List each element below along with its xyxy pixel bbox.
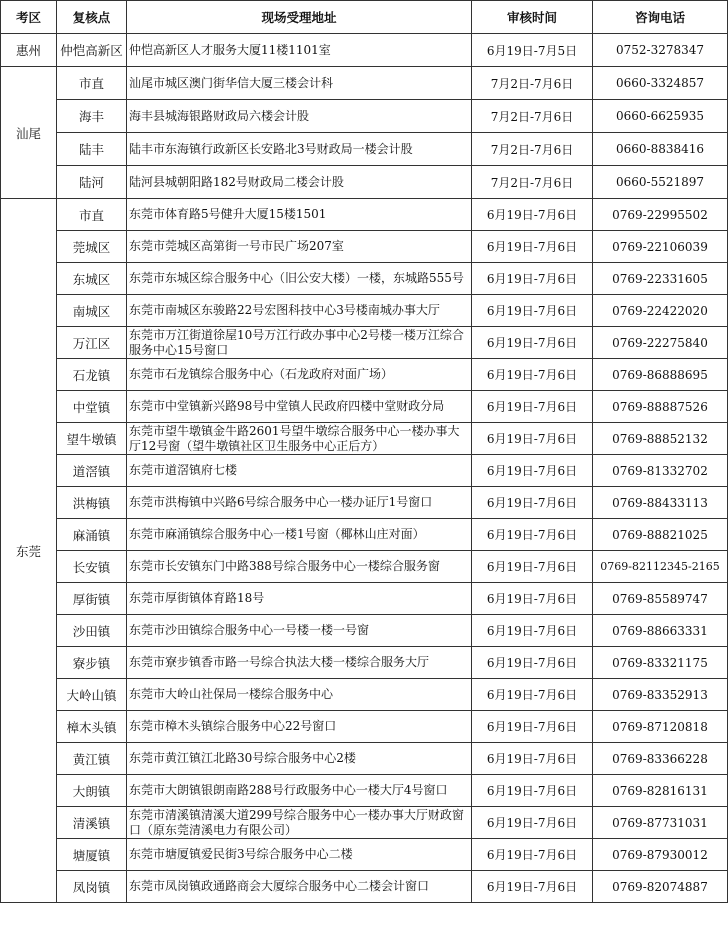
table-row [1, 551, 728, 583]
phone: 0769-87731031 [593, 807, 728, 839]
review-point: 市直 [57, 199, 127, 231]
review-point: 市直 [57, 67, 127, 100]
review-point: 黄江镇 [57, 743, 127, 775]
review-point: 万江区 [57, 327, 127, 359]
address: 东莞市长安镇东门中路388号综合服务中心一楼综合服务窗 [127, 551, 472, 583]
review-point: 仲恺高新区 [57, 34, 127, 67]
review-time: 6月19日-7月5日 [472, 34, 593, 67]
review-time: 6月19日-7月6日 [472, 263, 593, 295]
address: 东莞市石龙镇综合服务中心（石龙政府对面广场） [127, 359, 472, 391]
table-row [1, 231, 728, 263]
phone: 0769-87120818 [593, 711, 728, 743]
review-point: 洪梅镇 [57, 487, 127, 519]
phone: 0769-81332702 [593, 455, 728, 487]
header-exam-area: 考区 [1, 1, 57, 34]
address: 仲恺高新区人才服务大厦11楼1101室 [127, 34, 472, 67]
review-point: 樟木头镇 [57, 711, 127, 743]
review-time: 6月19日-7月6日 [472, 455, 593, 487]
review-point: 长安镇 [57, 551, 127, 583]
review-time: 6月19日-7月6日 [472, 647, 593, 679]
review-point: 石龙镇 [57, 359, 127, 391]
phone: 0769-22422020 [593, 295, 728, 327]
phone: 0769-88852132 [593, 423, 728, 455]
phone: 0769-82112345-2165 [593, 551, 728, 583]
review-time: 6月19日-7月6日 [472, 519, 593, 551]
address: 东莞市樟木头镇综合服务中心22号窗口 [127, 711, 472, 743]
address: 东莞市体育路5号健升大厦15楼1501 [127, 199, 472, 231]
phone: 0769-82074887 [593, 871, 728, 903]
table-row [1, 166, 728, 199]
review-point: 大朗镇 [57, 775, 127, 807]
table-row [1, 807, 728, 839]
table-row [1, 775, 728, 807]
review-point: 东城区 [57, 263, 127, 295]
review-point: 莞城区 [57, 231, 127, 263]
table-row [1, 67, 728, 100]
review-point: 清溪镇 [57, 807, 127, 839]
phone: 0769-22106039 [593, 231, 728, 263]
review-point: 厚街镇 [57, 583, 127, 615]
address: 东莞市望牛墩镇金牛路2601号望牛墩综合服务中心一楼办事大厅12号窗（望牛墩镇社区卫生服务中心正后方） [127, 423, 472, 455]
review-time: 7月2日-7月6日 [472, 133, 593, 166]
address: 汕尾市城区澳门街华信大厦三楼会计科 [127, 67, 472, 100]
table-row [1, 615, 728, 647]
address: 东莞市清溪镇清溪大道299号综合服务中心一楼办事大厅财政窗口（原东莞清溪电力有限公司） [127, 807, 472, 839]
phone: 0769-82816131 [593, 775, 728, 807]
phone: 0769-88663331 [593, 615, 728, 647]
table-row [1, 263, 728, 295]
table-row [1, 359, 728, 391]
review-time: 6月19日-7月6日 [472, 391, 593, 423]
table-row [1, 199, 728, 231]
phone: 0769-88433113 [593, 487, 728, 519]
address: 陆河县城朝阳路182号财政局二楼会计股 [127, 166, 472, 199]
review-time: 6月19日-7月6日 [472, 679, 593, 711]
phone: 0769-83366228 [593, 743, 728, 775]
address: 东莞市凤岗镇政通路商会大厦综合服务中心二楼会计窗口 [127, 871, 472, 903]
table-row [1, 327, 728, 359]
address: 东莞市黄江镇江北路30号综合服务中心2楼 [127, 743, 472, 775]
phone: 0769-85589747 [593, 583, 728, 615]
phone: 0769-88821025 [593, 519, 728, 551]
review-time: 6月19日-7月6日 [472, 807, 593, 839]
address: 东莞市莞城区高第街一号市民广场207室 [127, 231, 472, 263]
review-time: 6月19日-7月6日 [472, 327, 593, 359]
phone: 0660-6625935 [593, 100, 728, 133]
table-row [1, 100, 728, 133]
review-time: 6月19日-7月6日 [472, 839, 593, 871]
review-time: 7月2日-7月6日 [472, 100, 593, 133]
address: 东莞市厚街镇体育路18号 [127, 583, 472, 615]
table-row [1, 423, 728, 455]
review-point: 沙田镇 [57, 615, 127, 647]
review-time: 6月19日-7月6日 [472, 231, 593, 263]
table-row [1, 487, 728, 519]
review-time: 7月2日-7月6日 [472, 67, 593, 100]
table-row [1, 583, 728, 615]
table-row [1, 133, 728, 166]
review-time: 6月19日-7月6日 [472, 551, 593, 583]
phone: 0769-22331605 [593, 263, 728, 295]
table-header-row [1, 1, 728, 34]
address: 东莞市洪梅镇中兴路6号综合服务中心一楼办证厅1号窗口 [127, 487, 472, 519]
review-point: 望牛墩镇 [57, 423, 127, 455]
phone: 0769-83321175 [593, 647, 728, 679]
table-row [1, 455, 728, 487]
phone: 0769-88887526 [593, 391, 728, 423]
review-point: 寮步镇 [57, 647, 127, 679]
table-row [1, 34, 728, 67]
address: 陆丰市东海镇行政新区长安路北3号财政局一楼会计股 [127, 133, 472, 166]
address: 东莞市大朗镇银朗南路288号行政服务中心一楼大厅4号窗口 [127, 775, 472, 807]
review-time: 6月19日-7月6日 [472, 487, 593, 519]
review-point: 陆丰 [57, 133, 127, 166]
review-time: 6月19日-7月6日 [472, 423, 593, 455]
address: 东莞市南城区东骏路22号宏图科技中心3号楼南城办事大厅 [127, 295, 472, 327]
review-time: 6月19日-7月6日 [472, 199, 593, 231]
review-time: 6月19日-7月6日 [472, 871, 593, 903]
phone: 0769-22275840 [593, 327, 728, 359]
review-point: 凤岗镇 [57, 871, 127, 903]
review-point: 中堂镇 [57, 391, 127, 423]
table-row [1, 391, 728, 423]
phone: 0769-22995502 [593, 199, 728, 231]
address: 东莞市万江街道徐屋10号万江行政办事中心2号楼一楼万江综合服务中心15号窗口 [127, 327, 472, 359]
address: 东莞市沙田镇综合服务中心一号楼一楼一号窗 [127, 615, 472, 647]
review-time: 6月19日-7月6日 [472, 583, 593, 615]
address: 东莞市寮步镇香市路一号综合执法大楼一楼综合服务大厅 [127, 647, 472, 679]
phone: 0660-5521897 [593, 166, 728, 199]
phone: 0660-8838416 [593, 133, 728, 166]
table-row [1, 743, 728, 775]
phone: 0660-3324857 [593, 67, 728, 100]
phone: 0752-3278347 [593, 34, 728, 67]
header-address: 现场受理地址 [127, 1, 472, 34]
address: 东莞市道滘镇府七楼 [127, 455, 472, 487]
phone: 0769-86888695 [593, 359, 728, 391]
review-point: 海丰 [57, 100, 127, 133]
review-point: 陆河 [57, 166, 127, 199]
review-time: 7月2日-7月6日 [472, 166, 593, 199]
area-cell-shanwei: 汕尾 [1, 67, 57, 199]
review-point: 麻涌镇 [57, 519, 127, 551]
review-time: 6月19日-7月6日 [472, 295, 593, 327]
review-time: 6月19日-7月6日 [472, 775, 593, 807]
address: 东莞市中堂镇新兴路98号中堂镇人民政府四楼中堂财政分局 [127, 391, 472, 423]
table-row [1, 647, 728, 679]
address: 东莞市塘厦镇爱民街3号综合服务中心二楼 [127, 839, 472, 871]
area-cell-dongguan: 东莞 [1, 199, 57, 903]
table-row [1, 839, 728, 871]
address: 海丰县城海银路财政局六楼会计股 [127, 100, 472, 133]
header-phone: 咨询电话 [593, 1, 728, 34]
table-row [1, 519, 728, 551]
header-review-point: 复核点 [57, 1, 127, 34]
review-time: 6月19日-7月6日 [472, 615, 593, 647]
header-review-time: 审核时间 [472, 1, 593, 34]
review-time: 6月19日-7月6日 [472, 359, 593, 391]
address: 东莞市东城区综合服务中心（旧公安大楼）一楼，东城路555号 [127, 263, 472, 295]
address: 东莞市大岭山社保局一楼综合服务中心 [127, 679, 472, 711]
review-time: 6月19日-7月6日 [472, 743, 593, 775]
table-row [1, 295, 728, 327]
phone: 0769-83352913 [593, 679, 728, 711]
table-row [1, 871, 728, 903]
phone: 0769-87930012 [593, 839, 728, 871]
review-time: 6月19日-7月6日 [472, 711, 593, 743]
review-point: 大岭山镇 [57, 679, 127, 711]
review-point: 南城区 [57, 295, 127, 327]
table-row [1, 679, 728, 711]
area-cell-huizhou: 惠州 [1, 34, 57, 67]
address: 东莞市麻涌镇综合服务中心一楼1号窗（椰林山庄对面） [127, 519, 472, 551]
table-row [1, 711, 728, 743]
review-point: 塘厦镇 [57, 839, 127, 871]
review-point: 道滘镇 [57, 455, 127, 487]
